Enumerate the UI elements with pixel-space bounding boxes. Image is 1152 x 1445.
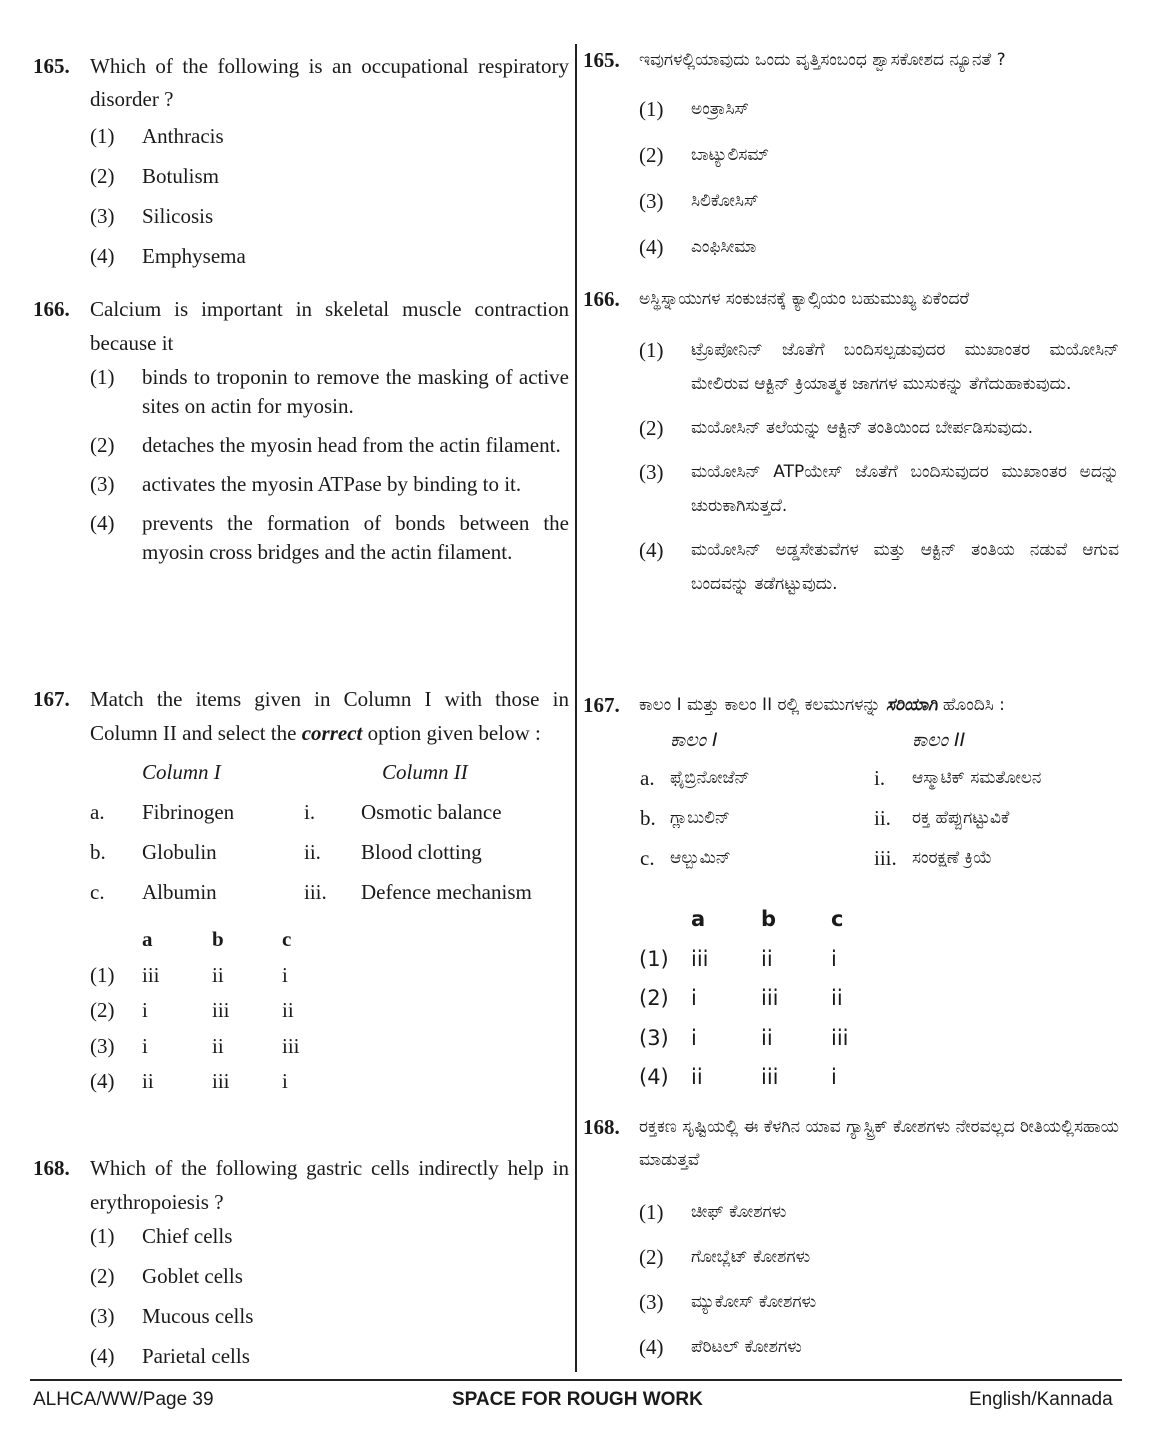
question-text: ಕಾಲಂ I ಮತ್ತು ಕಾಲಂ II ರಲ್ಲಿ ಕಲಮುಗಳನ್ನು ಸರಿಯಾಗಿ ಹೊಂದಿಸಿ : [639,695,1005,715]
option-text: ಮ್ಯುಕೋಸ್ ಕೋಶಗಳು [691,1292,817,1312]
question-number: 168. [583,1115,620,1139]
column-2-heading: Column II [382,760,468,784]
question-text: ಇವುಗಳಲ್ಲಿಯಾವುದು ಒಂದು ವೃತ್ತಿಸಂಬಂಧ ಶ್ವಾಸಕೋಶದ ನ್ಯೂನತೆ ? [639,50,1006,70]
question-167-en [33,682,569,1100]
option-label: (1) [90,365,115,389]
question-166-kn [583,283,1119,601]
question-text: ರಕ್ತಕಣ ಸೃಷ್ಟಿಯಲ್ಲಿ ಈ ಕೆಳಗಿನ ಯಾವ ಗ್ಯಾಸ್ಟ್ರಿಕ್ ಕೋಶಗಳು ನೇರವಲ್ಲದ ರೀತಿಯಲ್ಲಿಸಹಾಯ ಮಾಡುತ್ತವೆ [639,1117,1119,1170]
question-168-en [33,1151,569,1383]
option-text: prevents the formation of bonds between the myosin cross bridges and the actin filament. [142,511,569,564]
question-text: Match the items given in Column I with those in Column II and select the correct option given below : [90,687,569,745]
column-1-heading: Column I [142,760,221,784]
option-label: (4) [639,1335,664,1359]
option-text: ಪೆರಿಟಲ್ ಕೋಶಗಳು [691,1337,802,1357]
match-row: c. ಆಲ್ಬುಮಿನ್ iii. ಸಂರಕ್ಷಣೆ ಕ್ರಿಯೆ [640,846,993,870]
option-text: ಚೀಫ್ ಕೋಶಗಳು [691,1202,787,1222]
question-number: 167. [33,687,70,711]
answer-row: (2) i iii ii [90,998,294,1022]
option-text: ಸಿಲಿಕೋಸಿಸ್ [691,191,759,211]
answer-row: (1) iii ii i [639,946,837,971]
answer-header-row: a b c [691,907,844,931]
option-text: ಎಂಫಿಸೀಮಾ [691,237,757,257]
question-text: Calcium is important in skeletal muscle contraction because it [90,297,569,355]
option-text: Parietal cells [142,1344,250,1368]
question-167-kn [583,689,1119,1098]
option-text: ಬಾಟ್ಯುಲಿಸಮ್ [691,145,769,165]
question-168-kn [583,1111,1119,1378]
option-label: (4) [90,244,115,268]
option-text: Silicosis [142,204,214,228]
match-row: b. Globulin ii. Blood clotting [90,840,482,864]
option-label: (1) [639,338,664,362]
question-165-en [33,50,569,283]
answer-row: (3) i ii iii [639,1025,849,1050]
question-165-kn [583,44,1119,279]
column-2-heading: ಕಾಲಂ II [912,729,966,751]
language-label: English/Kannada [969,1389,1113,1410]
answer-row: (1) iii ii i [90,962,288,987]
option-text: ಗೋಬ್ಲೆಟ್ ಕೋಶಗಳು [691,1247,811,1267]
option-text: activates the myosin ATPase by binding to it. [142,472,522,496]
option-text: Mucous cells [142,1304,254,1328]
match-row: b. ಗ್ಲಾಬುಲಿನ್ ii. ರಕ್ತ ಹೆಪ್ಪುಗಟ್ಟುವಿಕೆ [640,806,1010,830]
option-label: (2) [639,416,664,440]
option-label: (3) [90,472,115,496]
option-text: binds to troponin to remove the masking of active sites on actin for myosin. [142,365,569,418]
option-text: ಮಯೋಸಿನ್ ತಲೆಯನ್ನು ಆಕ್ಟಿನ್ ತಂತಿಯಿಂದ ಬೇರ್ಪಡಿಸುವುದು. [691,418,1034,438]
question-number: 168. [33,1156,70,1180]
option-text: Botulism [142,164,220,188]
option-label: (1) [639,97,664,121]
column-1-heading: ಕಾಲಂ I [670,729,718,751]
option-label: (4) [639,235,664,259]
option-text: ಟ್ರೊಪೋನಿನ್ ಜೊತೆಗೆ ಬಂದಿಸಲ್ಪಡುವುದರ ಮುಖಾಂತರ ಮಯೋಸಿನ್ ಮೇಲಿರುವ ಆಕ್ಟಿನ್ ಕ್ರಿಯಾತ್ಮಕ ಜಾಗಗಳ ಮುಸುಕನ್ನು ತೆಗೆದುಹಾಕುವುದು. [691,340,1119,394]
option-label: (4) [90,1344,115,1368]
question-text: Which of the following is an occupational respiratory disorder ? [90,54,569,111]
option-label: (2) [639,1245,664,1269]
match-row: a. Fibrinogen i. Osmotic balance [90,800,502,824]
answer-row: (4) ii iii i [639,1065,837,1089]
option-label: (3) [90,204,115,228]
question-text: ಅಸ್ಥಿಸ್ನಾಯುಗಳ ಸಂಕುಚನಕ್ಕೆ ಕ್ಯಾಲ್ಸಿಯಂ ಬಹುಮುಖ್ಯ ಏಕೆಂದರೆ [639,289,970,309]
question-number: 165. [583,48,620,72]
option-label: (1) [90,1224,115,1248]
option-label: (3) [639,189,664,213]
option-label: (1) [639,1200,664,1224]
emphasis-correct: ಸರಿಯಾಗಿ [885,695,938,715]
option-label: (2) [639,143,664,167]
match-row: c. Albumin iii. Defence mechanism [90,880,532,904]
rough-work-label: SPACE FOR ROUGH WORK [452,1389,703,1410]
option-label: (1) [90,124,115,148]
question-number: 167. [583,693,620,717]
answer-row: (2) i iii ii [639,986,843,1010]
option-text: Emphysema [142,244,246,268]
option-text: Goblet cells [142,1264,243,1288]
answer-header-row: a b c [142,927,292,951]
match-row: a. ಫೈಬ್ರಿನೋಜೆನ್ i. ಆಸ್ಮಾಟಿಕ್ ಸಮತೋಲನ [640,766,1042,790]
option-label: (3) [639,1290,664,1314]
option-text: detaches the myosin head from the actin filament. [142,433,561,457]
question-number: 166. [33,297,70,321]
option-label: (2) [90,164,115,188]
option-label: (2) [90,1264,115,1288]
answer-row: (3) i ii iii [90,1033,300,1058]
question-number: 165. [33,54,70,78]
option-text: ಮಯೋಸಿನ್ ATPಯೇಸ್ ಜೊತೆಗೆ ಬಂದಿಸುವುದರ ಮುಖಾಂತರ ಅದನ್ನು ಚುರುಕಾಗಿಸುತ್ತದೆ. [691,462,1119,516]
option-text: Chief cells [142,1224,233,1248]
question-166-en [33,292,569,567]
option-text: ಮಯೋಸಿನ್ ಅಡ್ಡಸೇತುವೆಗಳ ಮತ್ತು ಆಕ್ಟಿನ್ ತಂತಿಯ ನಡುವೆ ಆಗುವ ಬಂದವನ್ನು ತಡೆಗಟ್ಟುವುದು. [691,540,1119,594]
answer-row: (4) ii iii i [90,1069,288,1093]
option-label: (2) [90,433,115,457]
page-code: ALHCA/WW/Page 39 [33,1389,214,1410]
emphasis-correct: correct [301,721,363,745]
option-label: (4) [639,538,664,562]
option-label: (4) [90,511,115,535]
option-text: Anthracis [142,124,224,148]
question-number: 166. [583,287,620,311]
question-text: Which of the following gastric cells indirectly help in erythropoiesis ? [90,1156,569,1214]
option-label: (3) [639,460,664,484]
option-label: (3) [90,1304,115,1328]
column-divider [575,44,577,1372]
option-text: ಅಂತ್ರಾಸಿಸ್ [691,99,750,119]
